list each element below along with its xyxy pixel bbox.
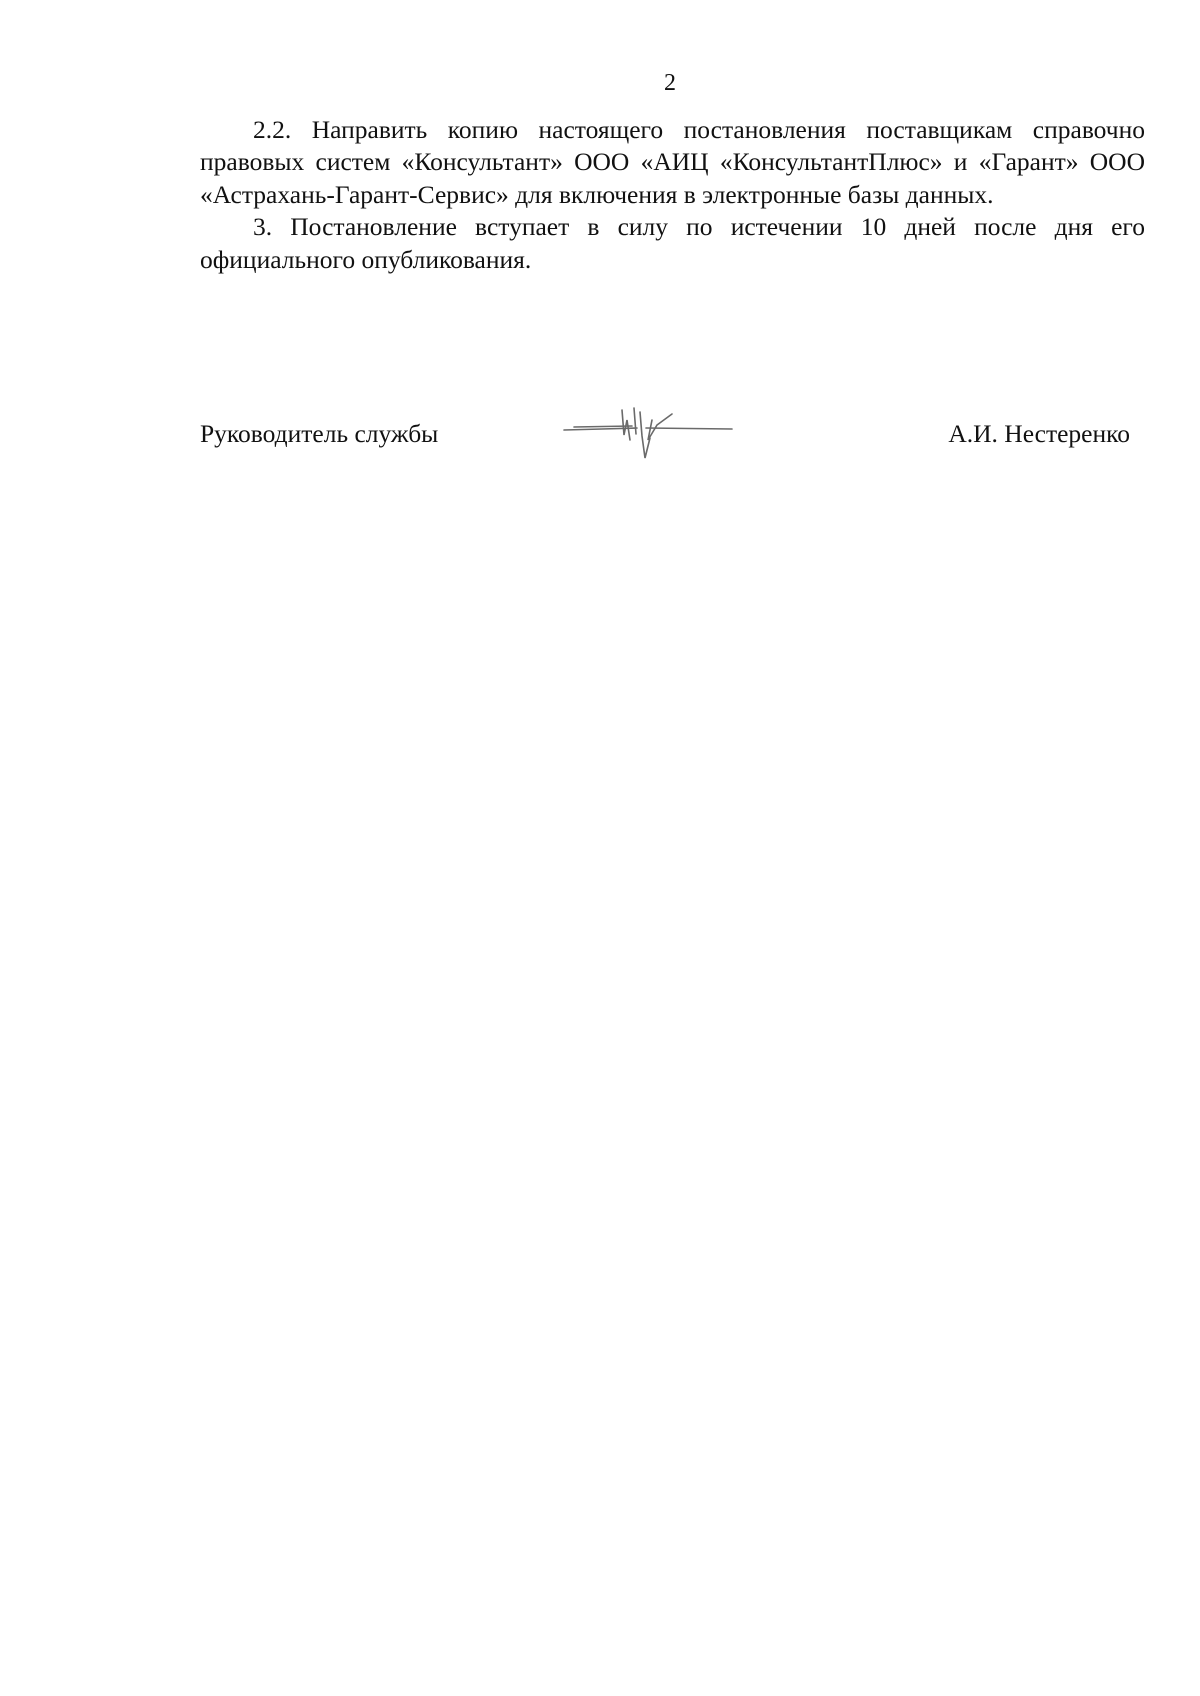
handwritten-signature [562, 400, 742, 470]
signer-name: А.И. Нестеренко [948, 419, 1130, 448]
page-number: 2 [664, 70, 676, 96]
signer-title: Руководитель службы [200, 419, 439, 448]
signature-block [200, 418, 1130, 478]
paragraph-3: 3. Постановление вступает в силу по истечении 10 дней после дня его официального опубликования. [200, 212, 1145, 274]
document-body [200, 114, 1145, 276]
paragraph-2-2: 2.2. Направить копию настоящего постановления поставщикам справочно правовых систем «Консультант» ООО «АИЦ «КонсультантПлюс» и «Гарант» ООО «Астрахань-Гарант-Сервис» для включения в электронные базы данных. [200, 115, 1145, 209]
